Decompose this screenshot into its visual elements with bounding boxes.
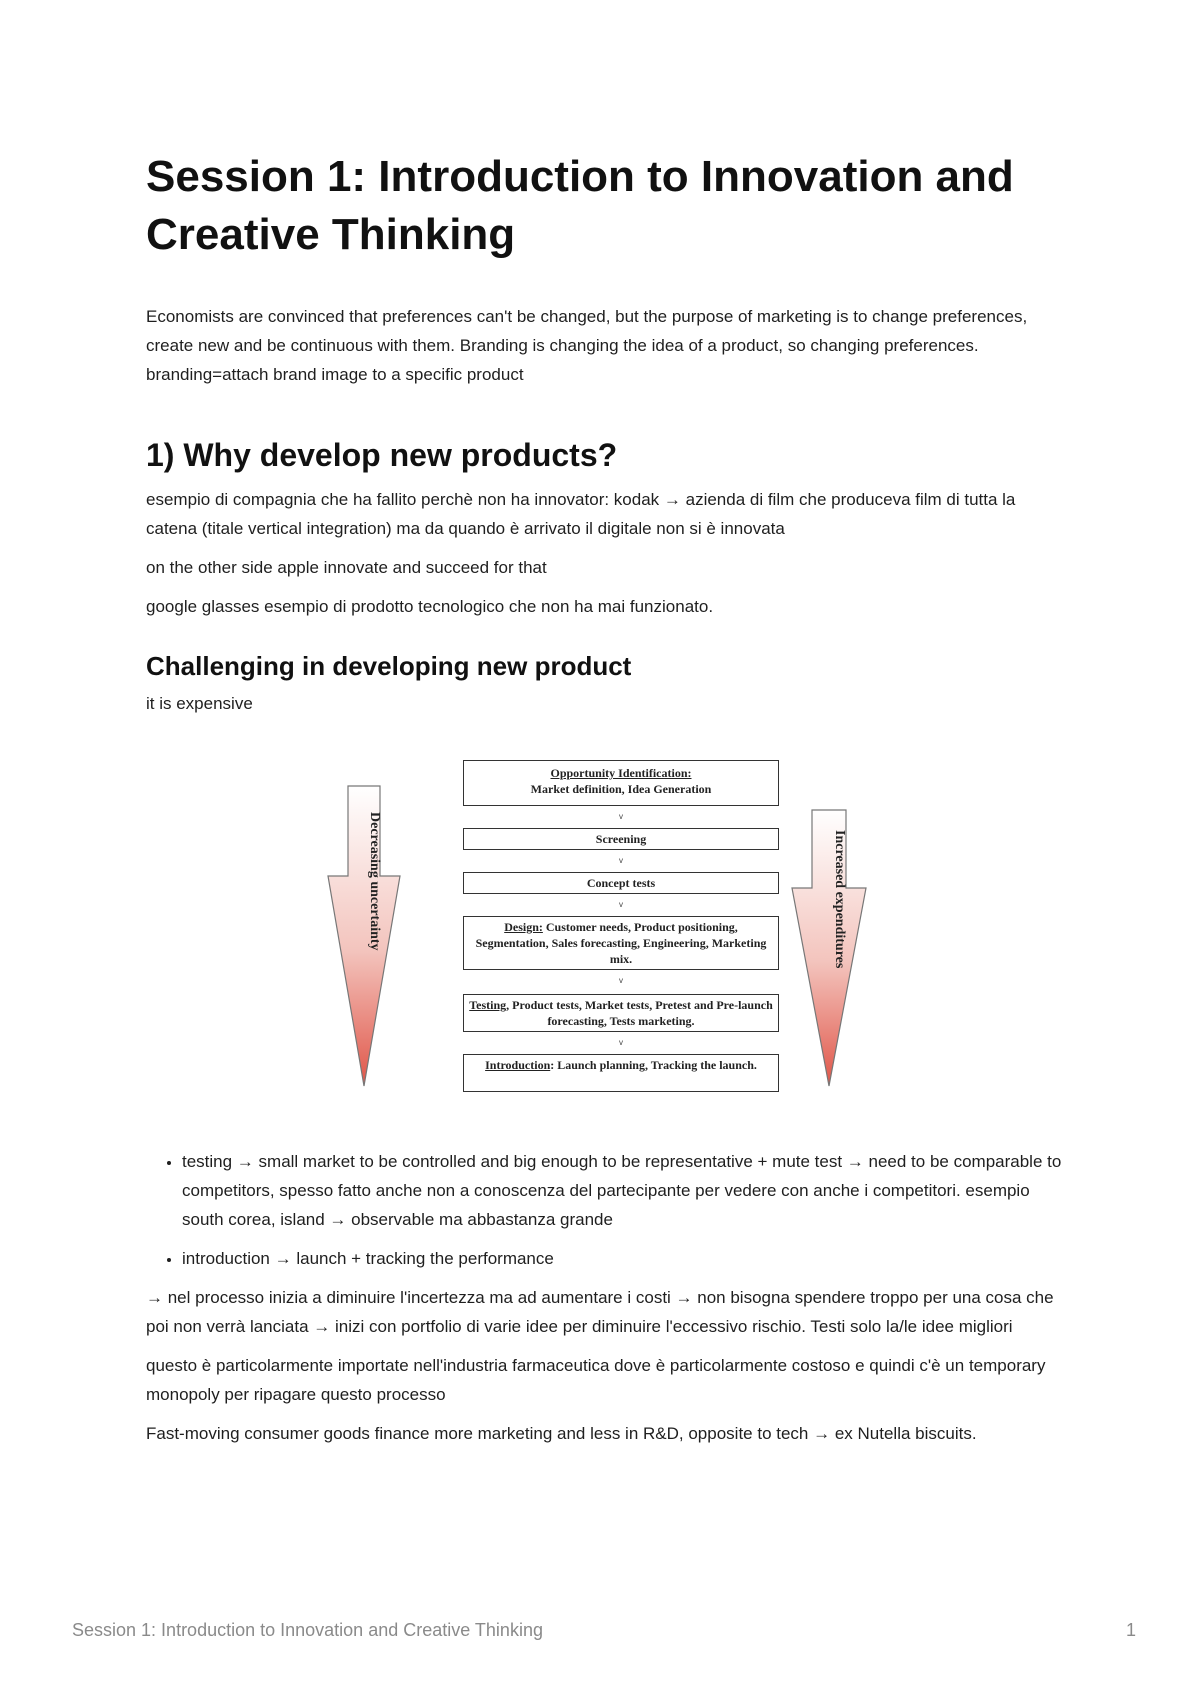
left-down-arrow	[328, 786, 400, 1086]
paragraph-kodak: esempio di compagnia che ha fallito perchè non ha innovator: kodak → azienda di film che produceva film di tutta la catena (titale vertical integration) ma da quando è arrivato il digitale non si è innovata	[146, 490, 1016, 538]
step-detail: Screening	[595, 832, 647, 846]
paragraph-fmcg: Fast-moving consumer goods finance more marketing and less in R&D, opposite to tech → ex Nutella biscuits.	[146, 1424, 977, 1443]
step-detail: Customer needs, Product positioning, Segmentation, Sales forecasting, Engineering, Marketing mix.	[475, 920, 767, 966]
step-concept-tests	[463, 872, 779, 894]
intro-paragraph: Economists are convinced that preferences can't be changed, but the purpose of marketing is to change preferences, create new and be continuous with them. Branding is changing the idea of a product, so changing preferences. branding=attach brand image to a specific product	[146, 307, 1028, 384]
bullet-introduction: • introduction → launch + tracking the performance	[182, 1244, 1066, 1273]
step-design	[463, 916, 779, 970]
paragraph-google-glasses: google glasses esempio di prodotto tecnologico che non ha mai funzionato.	[146, 597, 714, 616]
decreasing-uncertainty-label: Decreasing uncertainty	[367, 812, 382, 951]
connector-tick: v	[619, 976, 623, 985]
step-title: Testing	[469, 998, 507, 1012]
step-opportunity-identification	[463, 760, 779, 806]
connector-tick: v	[619, 1038, 623, 1047]
step-detail: Market definition, Idea Generation	[530, 782, 712, 796]
product-development-diagram	[146, 748, 1066, 1123]
step-title: Introduction	[485, 1058, 551, 1072]
step-screening	[463, 828, 779, 850]
step-detail: Concept tests	[586, 876, 656, 890]
section-heading-why-develop: 1) Why develop new products?	[146, 437, 618, 473]
paragraph-apple: on the other side apple innovate and succeed for that	[146, 558, 547, 577]
increased-expenditures-label: Increased expenditures	[832, 830, 847, 969]
connector-tick: v	[619, 856, 623, 865]
connector-tick: v	[619, 900, 623, 909]
bullet-testing: • testing → small market to be controlled and big enough to be representative + mute test → need to be comparable to competitors, spesso fatto anche non a conoscenza del partecipante per vedere con anche i competitori. esempio south corea, island → observable ma abbastanza grande	[182, 1147, 1066, 1234]
footer-title: Session 1: Introduction to Innovation and Creative Thinking	[72, 1620, 543, 1640]
step-title: Opportunity Identification:	[550, 766, 692, 780]
step-title: Design:	[504, 920, 543, 934]
connector-tick: v	[619, 812, 623, 821]
paragraph-pharma: questo è particolarmente importate nell'industria farmaceutica dove è particolarmente costoso e quindi c'è un temporary monopoly per ripagare questo processo	[146, 1356, 1046, 1404]
step-detail: , Product tests, Market tests, Pretest and Pre-launch forecasting, Tests marketing.	[506, 998, 773, 1028]
step-introduction	[463, 1054, 779, 1092]
footer-page-number: 1	[1125, 1620, 1136, 1640]
step-testing	[463, 994, 779, 1032]
bullet-list	[146, 1147, 1066, 1273]
step-detail: : Launch planning, Tracking the launch.	[550, 1058, 757, 1072]
document-content	[146, 148, 1066, 1448]
page-title: Session 1: Introduction to Innovation and Creative Thinking	[146, 152, 1014, 259]
paragraph-uncertainty-costs: → nel processo inizia a diminuire l'incertezza ma ad aumentare i costi → non bisogna spendere troppo per una cosa che poi non verrà lanciata → inizi con portfolio di varie idee per diminuire l'eccessivo rischio. Testi solo la/le idee migliori	[146, 1288, 1054, 1336]
right-down-arrow	[792, 810, 866, 1086]
paragraph-expensive: it is expensive	[146, 694, 253, 713]
subsection-heading-challenging: Challenging in developing new product	[146, 651, 632, 681]
